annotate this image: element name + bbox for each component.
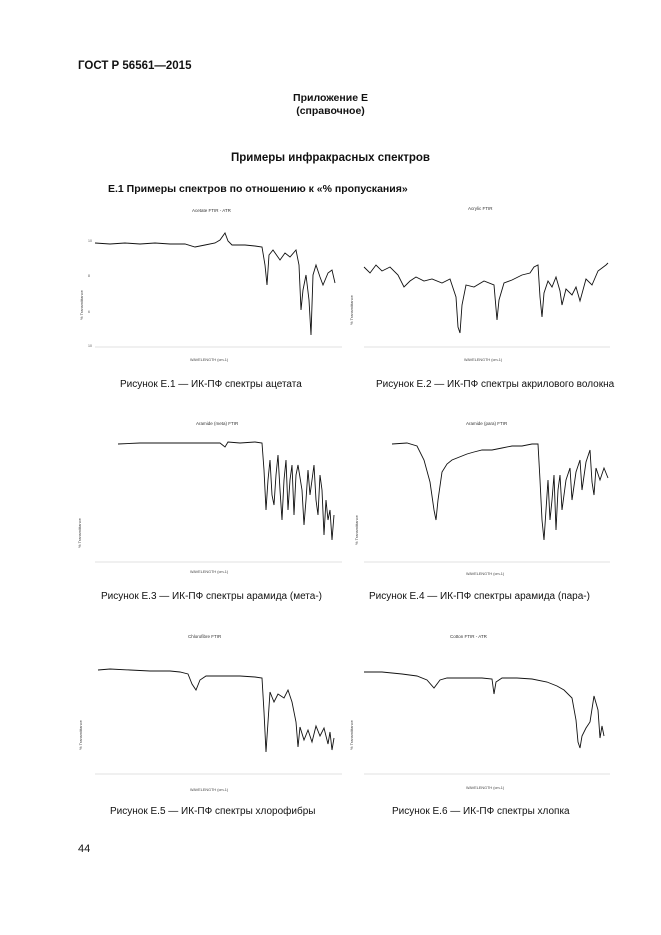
figure-e2-caption: Рисунок Е.2 — ИК-ПФ спектры акрилового волокна <box>376 379 615 390</box>
figure-e6-plot-area <box>352 632 617 792</box>
figure-e1-x-label: WAVELENGTH (cm-1) <box>190 358 229 362</box>
figure-e5-x-label: WAVELENGTH (cm-1) <box>190 788 229 792</box>
figure-e1-caption: Рисунок Е.1 — ИК-ПФ спектры ацетата <box>120 379 302 390</box>
figure-e2-x-label: WAVELENGTH (cm-1) <box>464 358 503 362</box>
figure-e2-plot-area <box>352 205 617 365</box>
figure-e1-plot-title: Acetate FTIR - ATR <box>192 208 231 213</box>
appendix-subtitle: (справочное) <box>296 105 365 117</box>
figure-e2-y-label: % Transmittance <box>349 295 354 325</box>
document-header: ГОСТ Р 56561—2015 <box>78 60 192 72</box>
figure-e3-x-label: WAVELENGTH (cm-1) <box>190 570 229 574</box>
figure-e1-spectrum <box>70 205 350 365</box>
page-number: 44 <box>78 843 91 855</box>
figure-e4-plot-area <box>352 420 617 580</box>
figure-e6-spectrum <box>349 632 617 792</box>
svg-text:10: 10 <box>88 239 92 243</box>
figure-e3-caption: Рисунок Е.3 — ИК-ПФ спектры арамида (мета-) <box>101 591 322 602</box>
figure-e5-caption: Рисунок Е.5 — ИК-ПФ спектры хлорофибры <box>110 806 316 817</box>
figure-e3-y-label: % Transmittance <box>77 518 82 548</box>
figure-e4-plot-title: Aramide (para) FTIR <box>466 421 508 426</box>
figure-e6-x-label: WAVELENGTH (cm-1) <box>466 786 505 790</box>
figure-e3-plot-title: Aramide (meta) FTIR <box>196 421 239 426</box>
figure-e1-y-label: % Transmittance <box>79 290 84 320</box>
figure-e1-plot-area <box>70 205 350 365</box>
figure-e6-plot-title: Cotton FTIR - ATR <box>450 634 487 639</box>
subsection-title: Е.1 Примеры спектров по отношению к «% пропускания» <box>108 183 408 195</box>
figure-e5-spectrum <box>70 632 350 792</box>
figure-e4-y-label: % Transmittance <box>354 515 359 545</box>
section-title: Примеры инфракрасных спектров <box>231 152 430 164</box>
appendix-title: Приложение Е <box>293 92 368 104</box>
figure-e5-plot-area <box>70 632 350 792</box>
figure-e6-y-label: % Transmittance <box>349 720 354 750</box>
svg-text:8: 8 <box>88 274 90 278</box>
figure-e2-spectrum <box>349 205 617 365</box>
svg-text:10: 10 <box>88 344 92 348</box>
figure-e6-caption: Рисунок Е.6 — ИК-ПФ спектры хлопка <box>392 806 570 817</box>
svg-text:6: 6 <box>88 310 90 314</box>
figure-e4-spectrum <box>352 420 617 580</box>
figure-e4-caption: Рисунок Е.4 — ИК-ПФ спектры арамида (пара-) <box>369 591 590 602</box>
figure-e2-plot-title: Acrylic FTIR <box>468 206 493 211</box>
figure-e5-y-label: % Transmittance <box>78 720 83 750</box>
figure-e5-plot-title: Chlorofibre FTIR <box>188 634 222 639</box>
figure-e3-spectrum <box>70 420 350 580</box>
figure-e3-plot-area <box>70 420 350 580</box>
figure-e4-x-label: WAVELENGTH (cm-1) <box>466 572 505 576</box>
